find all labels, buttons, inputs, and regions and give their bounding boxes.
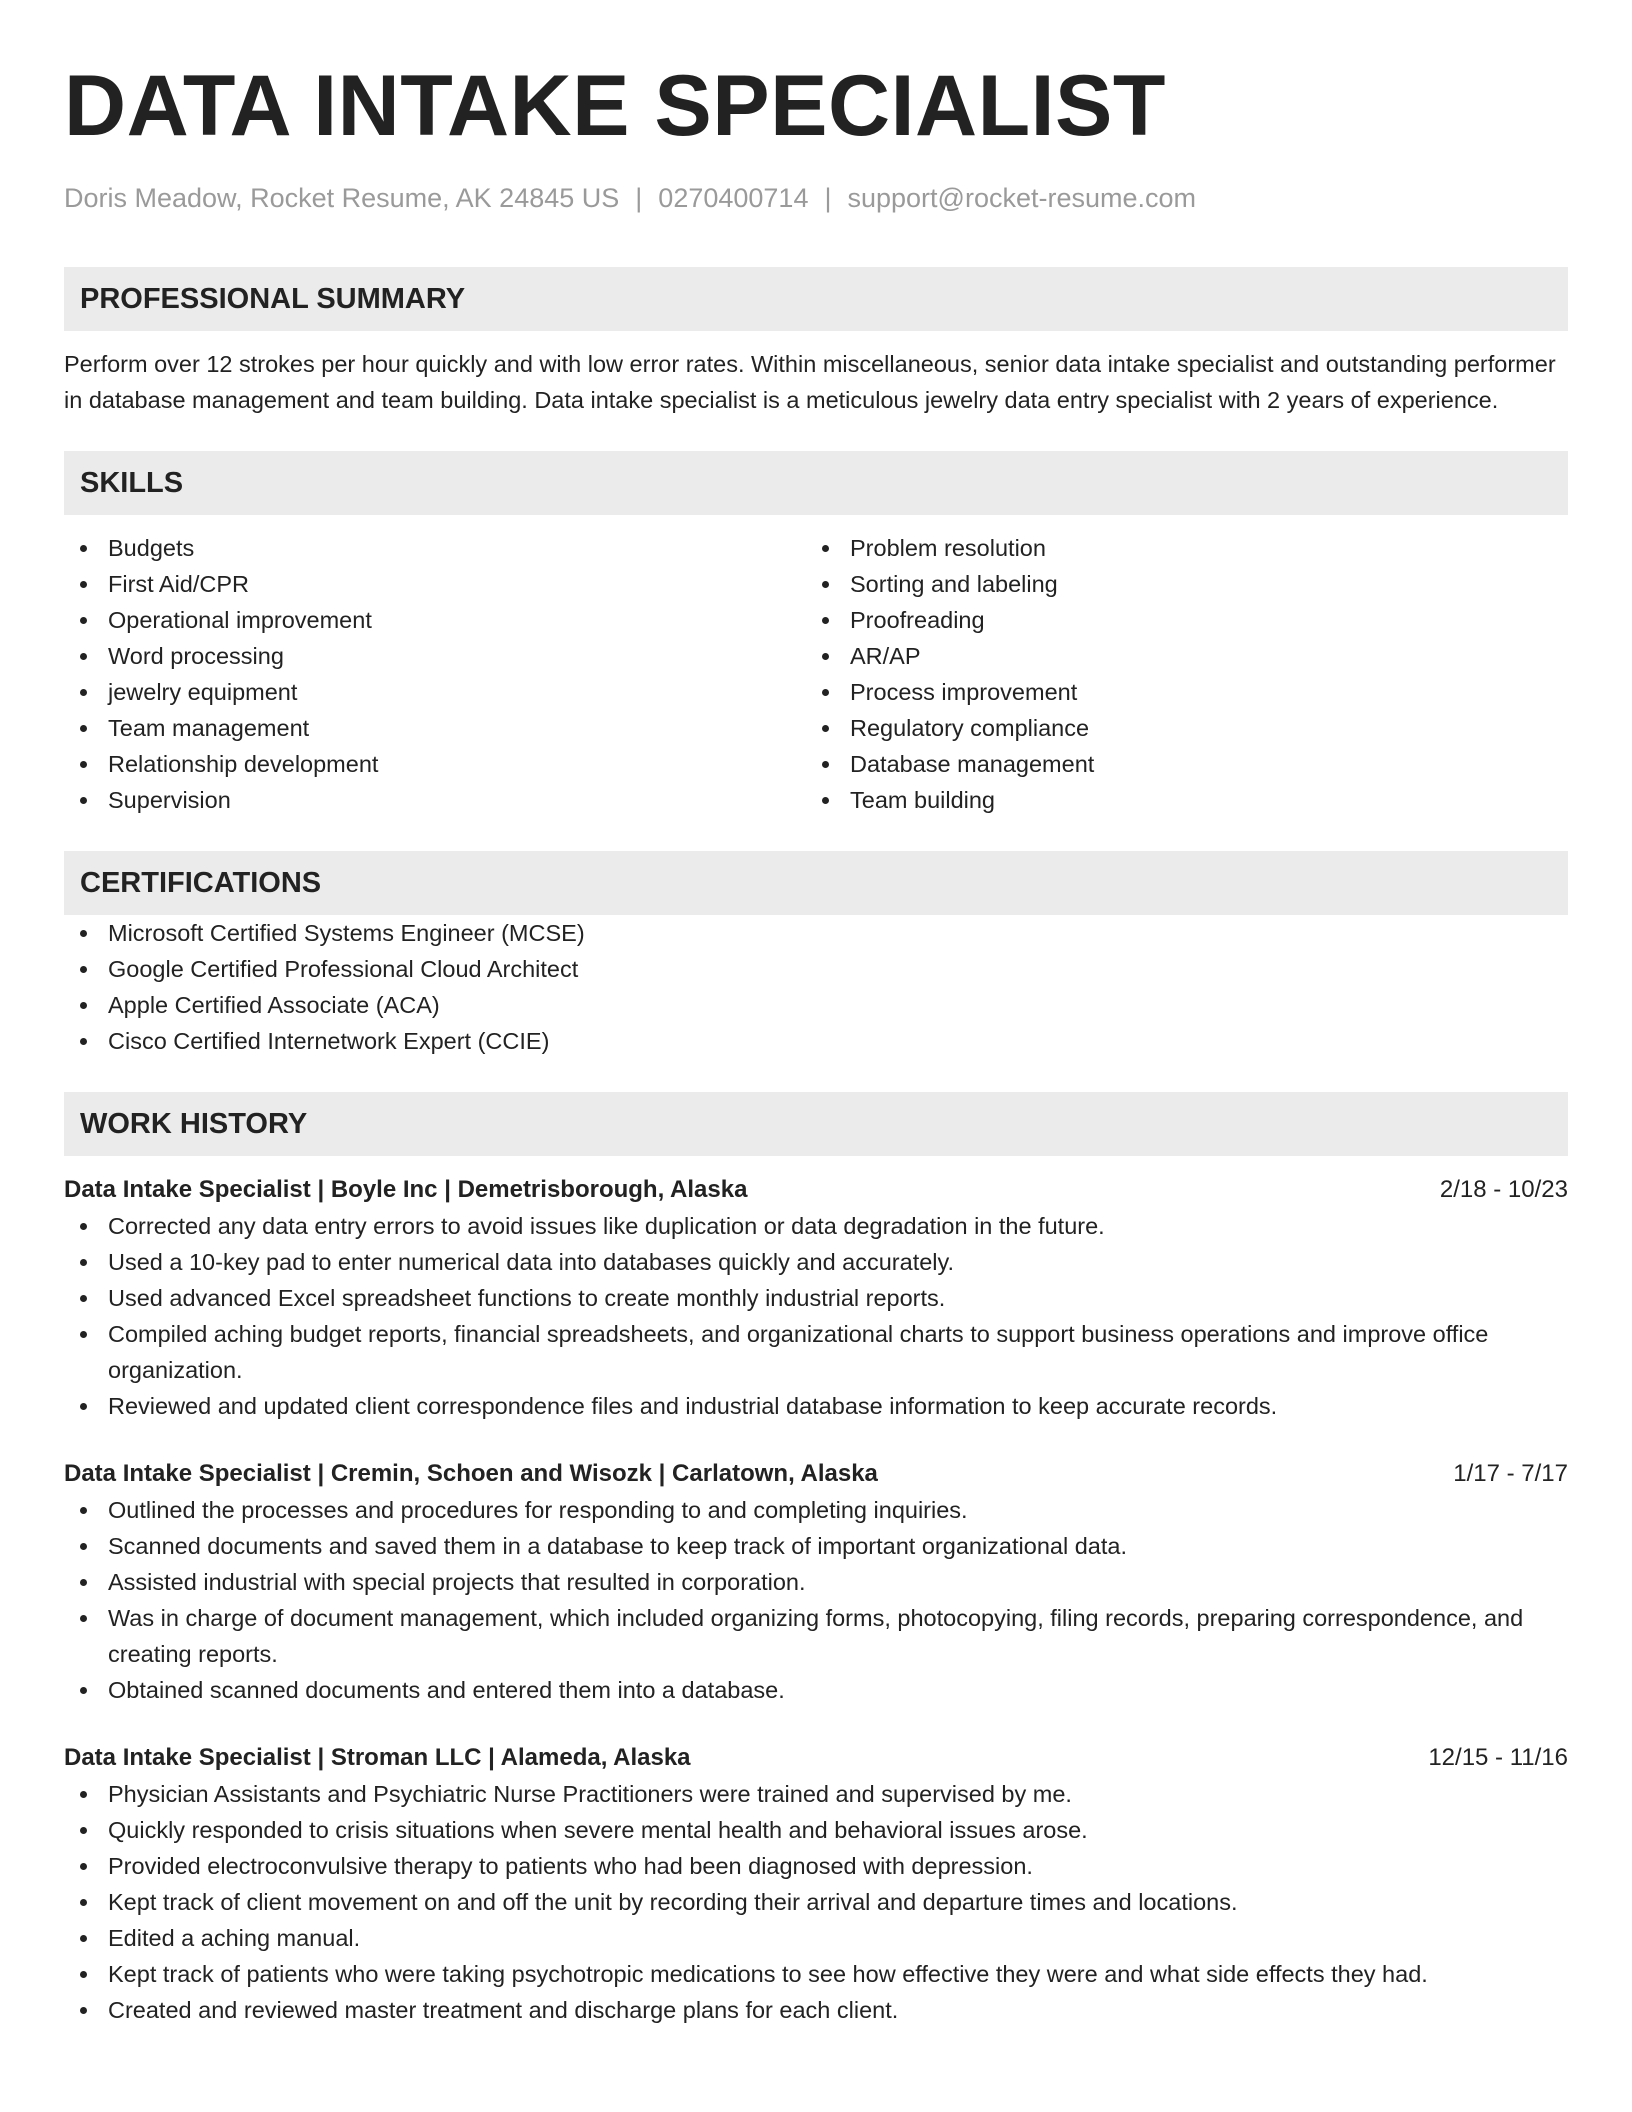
contact-email: support@rocket-resume.com xyxy=(847,183,1197,213)
skill-item xyxy=(806,602,1548,638)
bullet-dot-icon xyxy=(80,2007,87,2014)
skill-item xyxy=(64,602,806,638)
bullet-dot-icon xyxy=(80,545,87,552)
bullet-dot-icon xyxy=(80,1791,87,1798)
section-heading-summary: PROFESSIONAL SUMMARY xyxy=(64,267,1568,331)
job-bullet-text: Physician Assistants and Psychiatric Nurse Practitioners were trained and supervised by me. xyxy=(108,1781,1072,1807)
bullet-dot-icon xyxy=(80,1935,87,1942)
summary-text: Perform over 12 strokes per hour quickly and with low error rates. Within miscellaneous, senior data intake specialist and outstanding performer in database management and team building. Data intake specialist is a meticulous jewelry data entry specialist with 2 years of experience. xyxy=(64,351,1556,413)
job-title: Data Intake Specialist | Cremin, Schoen and Wisozk | Carlatown, Alaska xyxy=(64,1460,878,1487)
job-bullet xyxy=(64,1848,1568,1884)
bullet-dot-icon xyxy=(822,797,829,804)
skill-item xyxy=(64,638,806,674)
job-bullet xyxy=(64,1776,1568,1812)
bullet-dot-icon xyxy=(80,725,87,732)
bullet-dot-icon xyxy=(80,1827,87,1834)
job-bullet-text: Scanned documents and saved them in a database to keep track of important organizational data. xyxy=(108,1533,1127,1559)
job-bullet-text: Was in charge of document management, which included organizing forms, photocopying, filing records, preparing correspondence, and creating reports. xyxy=(108,1605,1524,1667)
work-history-list xyxy=(64,1172,1568,2028)
job-bullet xyxy=(64,1600,1568,1672)
job-bullet-text: Quickly responded to crisis situations when severe mental health and behavioral issues arose. xyxy=(108,1817,1088,1843)
job-bullets xyxy=(64,1776,1568,2028)
skill-item-text: Word processing xyxy=(108,643,284,669)
skills-column-left xyxy=(64,530,806,818)
bullet-dot-icon xyxy=(80,1403,87,1410)
skill-item-text: Process improvement xyxy=(850,679,1078,705)
job-entry xyxy=(64,1172,1568,1424)
bullet-dot-icon xyxy=(80,1899,87,1906)
skill-item xyxy=(64,710,806,746)
bullet-dot-icon xyxy=(822,761,829,768)
bullet-dot-icon xyxy=(80,930,87,937)
job-header xyxy=(64,1172,1568,1208)
certification-item xyxy=(64,987,1568,1023)
bullet-dot-icon xyxy=(80,761,87,768)
bullet-dot-icon xyxy=(80,1259,87,1266)
skill-item-text: jewelry equipment xyxy=(108,679,298,705)
skills-list-right xyxy=(806,530,1548,818)
bullet-dot-icon xyxy=(80,1863,87,1870)
section-heading-certifications: CERTIFICATIONS xyxy=(64,851,1568,915)
job-bullet-text: Edited a aching manual. xyxy=(108,1925,361,1951)
job-bullet xyxy=(64,1388,1568,1424)
bullet-dot-icon xyxy=(822,653,829,660)
skill-item xyxy=(806,710,1548,746)
job-dates: 12/15 - 11/16 xyxy=(1428,1744,1568,1771)
contact-phone: 0270400714 xyxy=(658,183,809,213)
certification-item-text: Cisco Certified Internetwork Expert (CCIE) xyxy=(108,1028,550,1054)
job-bullet-text: Created and reviewed master treatment and discharge plans for each client. xyxy=(108,1997,899,2023)
job-bullet xyxy=(64,1280,1568,1316)
certification-item-text: Google Certified Professional Cloud Architect xyxy=(108,956,579,982)
skill-item xyxy=(806,782,1548,818)
resume-title: DATA INTAKE SPECIALIST xyxy=(64,58,1166,154)
job-bullet xyxy=(64,1884,1568,1920)
skill-item-text: First Aid/CPR xyxy=(108,571,250,597)
job-bullet xyxy=(64,1672,1568,1708)
bullet-dot-icon xyxy=(80,1579,87,1586)
bullet-dot-icon xyxy=(80,1615,87,1622)
skill-item xyxy=(64,746,806,782)
skill-item xyxy=(64,566,806,602)
skill-item-text: Budgets xyxy=(108,535,195,561)
bullet-dot-icon xyxy=(80,1543,87,1550)
job-bullet-text: Compiled aching budget reports, financial spreadsheets, and organizational charts to support business operations and improve office organization. xyxy=(108,1321,1489,1383)
job-bullet xyxy=(64,1244,1568,1280)
job-bullet xyxy=(64,1956,1568,1992)
skill-item-text: Relationship development xyxy=(108,751,379,777)
skill-item-text: Proofreading xyxy=(850,607,985,633)
job-bullets xyxy=(64,1492,1568,1708)
bullet-dot-icon xyxy=(80,689,87,696)
bullet-dot-icon xyxy=(822,545,829,552)
job-header xyxy=(64,1740,1568,1776)
bullet-dot-icon xyxy=(822,689,829,696)
bullet-dot-icon xyxy=(80,1971,87,1978)
bullet-dot-icon xyxy=(80,1507,87,1514)
job-bullet xyxy=(64,1920,1568,1956)
job-bullet-text: Used a 10-key pad to enter numerical data into databases quickly and accurately. xyxy=(108,1249,955,1275)
section-heading-work-history: WORK HISTORY xyxy=(64,1092,1568,1156)
skill-item-text: Regulatory compliance xyxy=(850,715,1090,741)
certification-item xyxy=(64,915,1568,951)
skill-item xyxy=(64,530,806,566)
job-bullet-text: Used advanced Excel spreadsheet functions to create monthly industrial reports. xyxy=(108,1285,946,1311)
bullet-dot-icon xyxy=(822,725,829,732)
skill-item xyxy=(806,566,1548,602)
bullet-dot-icon xyxy=(80,1331,87,1338)
job-title: Data Intake Specialist | Stroman LLC | Alameda, Alaska xyxy=(64,1744,691,1771)
skill-item-text: Operational improvement xyxy=(108,607,372,633)
skills-grid xyxy=(64,530,1568,818)
contact-line xyxy=(64,180,1568,216)
bullet-dot-icon xyxy=(80,966,87,973)
certification-item-text: Microsoft Certified Systems Engineer (MCSE) xyxy=(108,920,585,946)
job-dates: 2/18 - 10/23 xyxy=(1439,1176,1568,1203)
skill-item xyxy=(806,530,1548,566)
section-heading-skills: SKILLS xyxy=(64,451,1568,515)
bullet-dot-icon xyxy=(80,581,87,588)
skill-item-text: Team building xyxy=(850,787,996,813)
certification-item xyxy=(64,1023,1568,1059)
job-bullet xyxy=(64,1992,1568,2028)
job-bullet xyxy=(64,1492,1568,1528)
job-dates: 1/17 - 7/17 xyxy=(1453,1460,1568,1487)
skill-item-text: Sorting and labeling xyxy=(850,571,1058,597)
job-bullet-text: Obtained scanned documents and entered them into a database. xyxy=(108,1677,785,1703)
job-bullet-text: Kept track of patients who were taking psychotropic medications to see how effective they were and what side effects they had. xyxy=(108,1961,1428,1987)
bullet-dot-icon xyxy=(80,797,87,804)
skill-item xyxy=(64,782,806,818)
bullet-dot-icon xyxy=(822,581,829,588)
contact-separator: | xyxy=(635,183,643,213)
job-title: Data Intake Specialist | Boyle Inc | Demetrisborough, Alaska xyxy=(64,1176,748,1203)
bullet-dot-icon xyxy=(822,617,829,624)
contact-address: Doris Meadow, Rocket Resume, AK 24845 US xyxy=(64,183,620,213)
job-bullets xyxy=(64,1208,1568,1424)
skill-item-text: Database management xyxy=(850,751,1095,777)
bullet-dot-icon xyxy=(80,1295,87,1302)
job-bullet xyxy=(64,1316,1568,1388)
bullet-dot-icon xyxy=(80,1002,87,1009)
skill-item xyxy=(806,674,1548,710)
job-bullet-text: Corrected any data entry errors to avoid issues like duplication or data degradation in the future. xyxy=(108,1213,1105,1239)
job-bullet-text: Provided electroconvulsive therapy to patients who had been diagnosed with depression. xyxy=(108,1853,1033,1879)
skill-item xyxy=(806,746,1548,782)
job-entry xyxy=(64,1456,1568,1708)
job-bullet-text: Outlined the processes and procedures for responding to and completing inquiries. xyxy=(108,1497,968,1523)
skill-item-text: Team management xyxy=(108,715,310,741)
bullet-dot-icon xyxy=(80,1038,87,1045)
job-header xyxy=(64,1456,1568,1492)
skill-item xyxy=(64,674,806,710)
job-bullet xyxy=(64,1208,1568,1244)
job-bullet xyxy=(64,1528,1568,1564)
job-entry xyxy=(64,1740,1568,2028)
skill-item-text: AR/AP xyxy=(850,643,921,669)
skills-list-left xyxy=(64,530,806,818)
certification-item-text: Apple Certified Associate (ACA) xyxy=(108,992,440,1018)
skill-item xyxy=(806,638,1548,674)
contact-separator: | xyxy=(824,183,832,213)
job-bullet-text: Assisted industrial with special projects that resulted in corporation. xyxy=(108,1569,806,1595)
bullet-dot-icon xyxy=(80,653,87,660)
job-bullet-text: Reviewed and updated client correspondence files and industrial database information to keep accurate records. xyxy=(108,1393,1278,1419)
job-bullet-text: Kept track of client movement on and off the unit by recording their arrival and departure times and locations. xyxy=(108,1889,1238,1915)
bullet-dot-icon xyxy=(80,1223,87,1230)
bullet-dot-icon xyxy=(80,1687,87,1694)
certifications-list xyxy=(64,915,1568,1059)
skill-item-text: Supervision xyxy=(108,787,231,813)
job-bullet xyxy=(64,1564,1568,1600)
skill-item-text: Problem resolution xyxy=(850,535,1046,561)
job-bullet xyxy=(64,1812,1568,1848)
bullet-dot-icon xyxy=(80,617,87,624)
skills-column-right xyxy=(806,530,1548,818)
certification-item xyxy=(64,951,1568,987)
